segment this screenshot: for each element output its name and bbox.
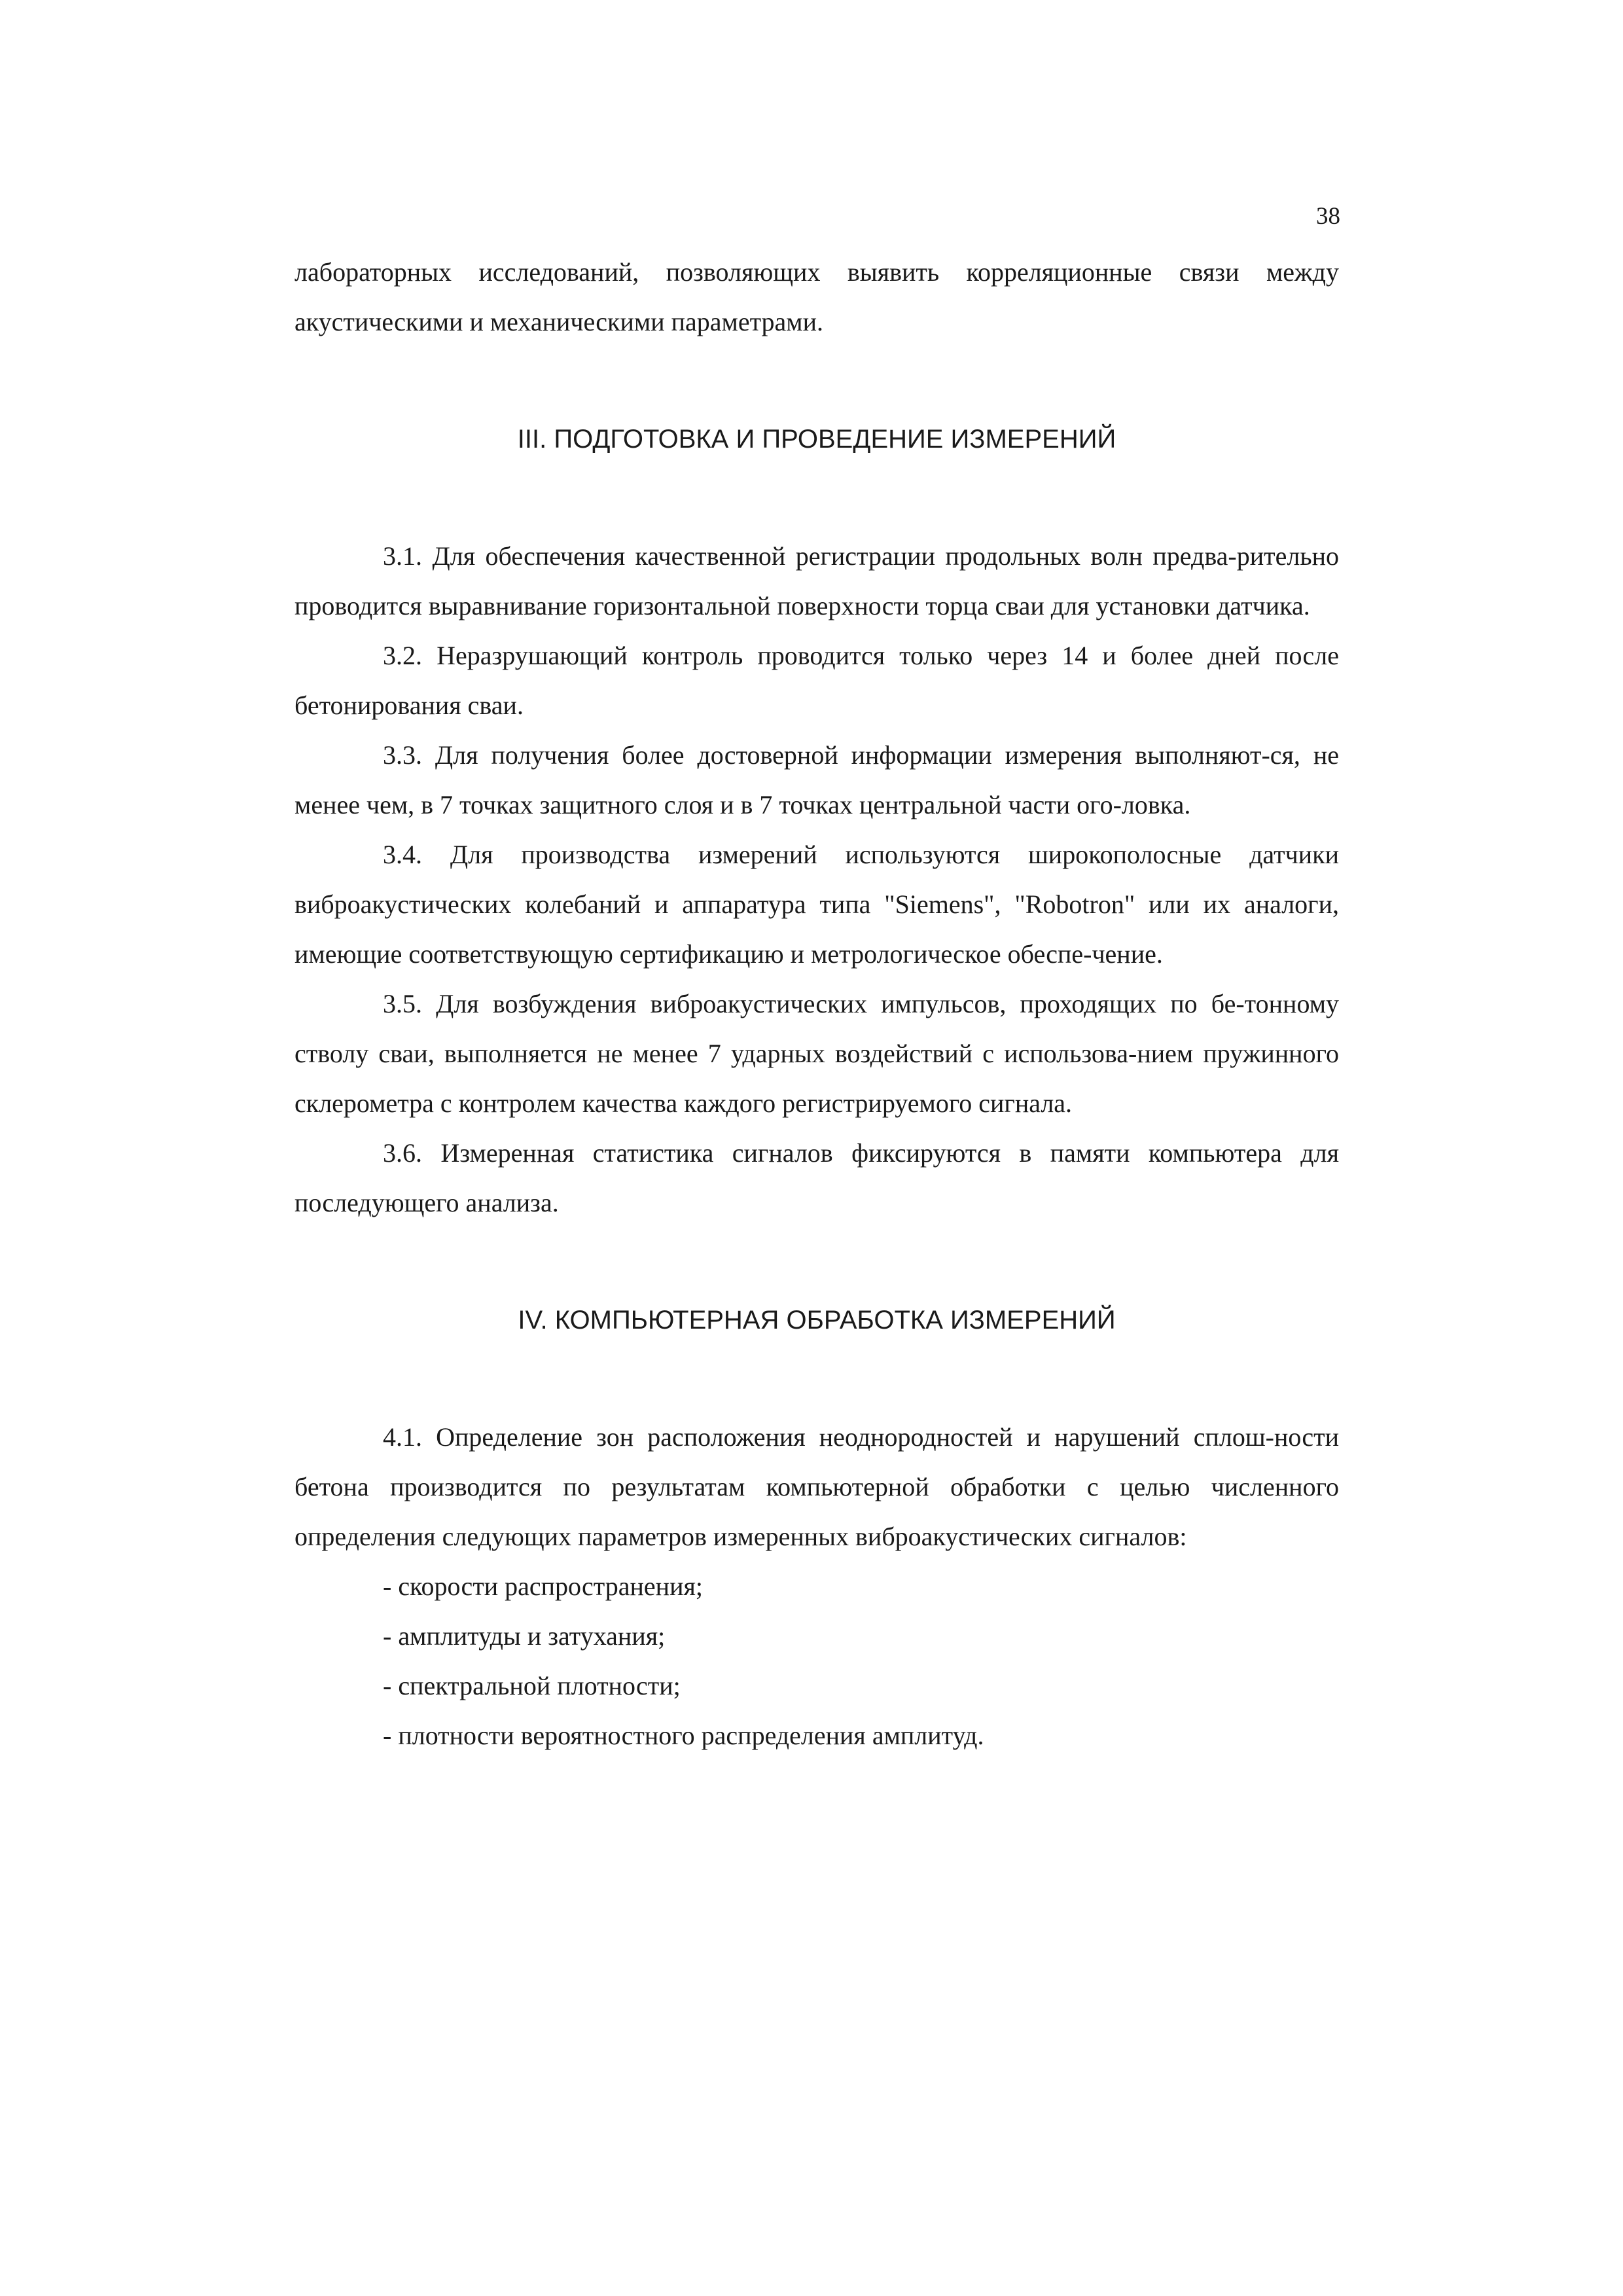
list-item: - спектральной плотности;	[383, 1671, 681, 1700]
paragraph-3-1: 3.1. Для обеспечения качественной регистрации продольных волн предва-рительно проводится выравнивание горизонтальной поверхности торца сваи для установки датчика.	[294, 541, 1339, 620]
paragraph-3-6: 3.6. Измеренная статистика сигналов фиксируются в памяти компьютера для последующего анализа.	[294, 1138, 1339, 1217]
section-4-heading: IV. КОМПЬЮТЕРНАЯ ОБРАБОТКА ИЗМЕРЕНИЙ	[518, 1306, 1116, 1335]
list-item: - скорости распространения;	[383, 1571, 703, 1601]
page-content	[294, 247, 1339, 1761]
paragraph-3-2: 3.2. Неразрушающий контроль проводится только через 14 и более дней после бетонирования сваи.	[294, 641, 1339, 720]
paragraph-3-3: 3.3. Для получения более достоверной информации измерения выполняют-ся, не менее чем, в 7 точках защитного слоя и в 7 точках центральной части ого-ловка.	[294, 740, 1339, 819]
paragraph-3-4: 3.4. Для производства измерений используются широкополосные датчики виброакустических колебаний и аппаратура типа "Siemens", "Robotron" или их аналоги, имеющие соответствующую сертификацию и метрологическое обеспе-чение.	[294, 840, 1339, 969]
paragraph-4-1: 4.1. Определение зон расположения неоднородностей и нарушений сплош-ности бетона производится по результатам компьютерной обработки с целью численного определения следующих параметров измеренных виброакустических сигналов:	[294, 1422, 1339, 1551]
list-item: - амплитуды и затухания;	[383, 1621, 666, 1651]
paragraph-3-5: 3.5. Для возбуждения виброакустических импульсов, проходящих по бе-тонному стволу сваи, выполняется не менее 7 ударных воздействий с использова-нием пружинного склерометра с контролем качества каждого регистрируемого сигнала.	[294, 989, 1339, 1118]
list-item: - плотности вероятностного распределения амплитуд.	[383, 1721, 984, 1750]
page-number: 38	[1316, 203, 1340, 230]
parameter-list	[294, 1562, 1339, 1761]
section-3-heading: III. ПОДГОТОВКА И ПРОВЕДЕНИЕ ИЗМЕРЕНИЙ	[517, 425, 1116, 454]
intro-paragraph: лабораторных исследований, позволяющих выявить корреляционные связи между акустическими и механическими параметрами.	[294, 257, 1339, 336]
